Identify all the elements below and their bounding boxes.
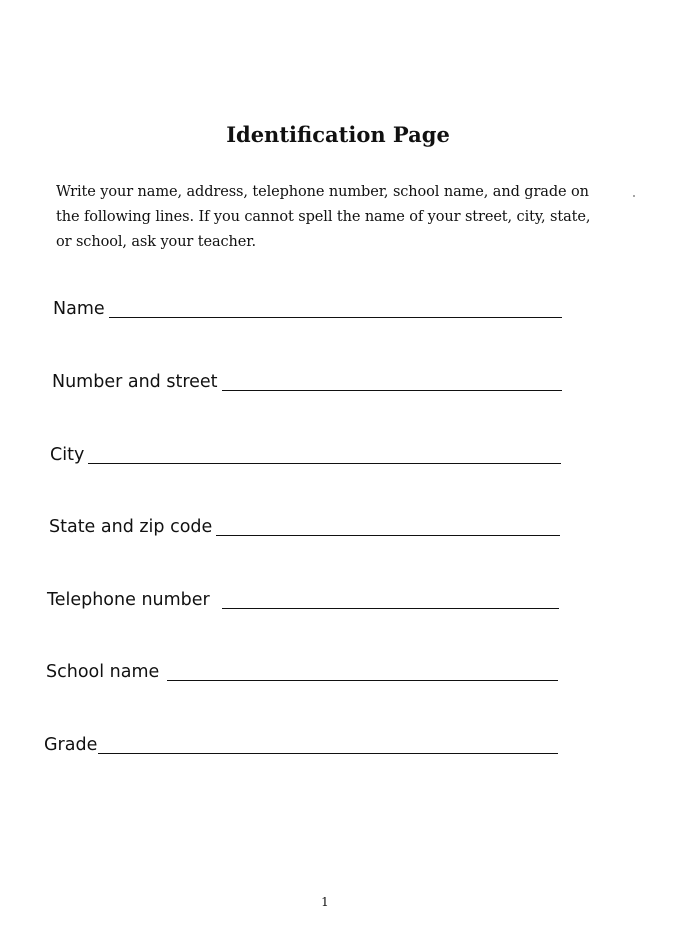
grade-write-line[interactable]	[98, 753, 558, 754]
name-field	[53, 298, 562, 320]
school-name-write-line[interactable]	[167, 680, 558, 681]
page-title: Identification Page	[226, 122, 450, 147]
state-and-zip-field	[49, 516, 560, 538]
number-and-street-write-line[interactable]	[222, 390, 562, 391]
city-label: City	[50, 445, 85, 465]
telephone-number-write-line[interactable]	[222, 608, 559, 609]
school-name-field	[46, 661, 558, 683]
telephone-number-label: Telephone number	[47, 590, 210, 610]
grade-field	[44, 734, 558, 756]
name-label: Name	[53, 299, 105, 319]
state-and-zip-label: State and zip code	[49, 517, 213, 537]
name-write-line[interactable]	[109, 317, 562, 318]
city-field	[50, 444, 561, 466]
grade-label: Grade	[44, 735, 98, 755]
school-name-label: School name	[46, 662, 160, 682]
scan-speck	[633, 195, 635, 197]
number-and-street-field	[52, 371, 562, 393]
instructions-paragraph: Write your name, address, telephone number, school name, and grade on the following lines. If you cannot spell the name of your street, city, state, or school, ask your teacher.	[56, 184, 591, 250]
state-and-zip-write-line[interactable]	[216, 535, 560, 536]
number-and-street-label: Number and street	[52, 372, 218, 392]
city-write-line[interactable]	[88, 463, 561, 464]
page-number: 1	[321, 895, 329, 909]
telephone-number-field	[47, 589, 559, 611]
